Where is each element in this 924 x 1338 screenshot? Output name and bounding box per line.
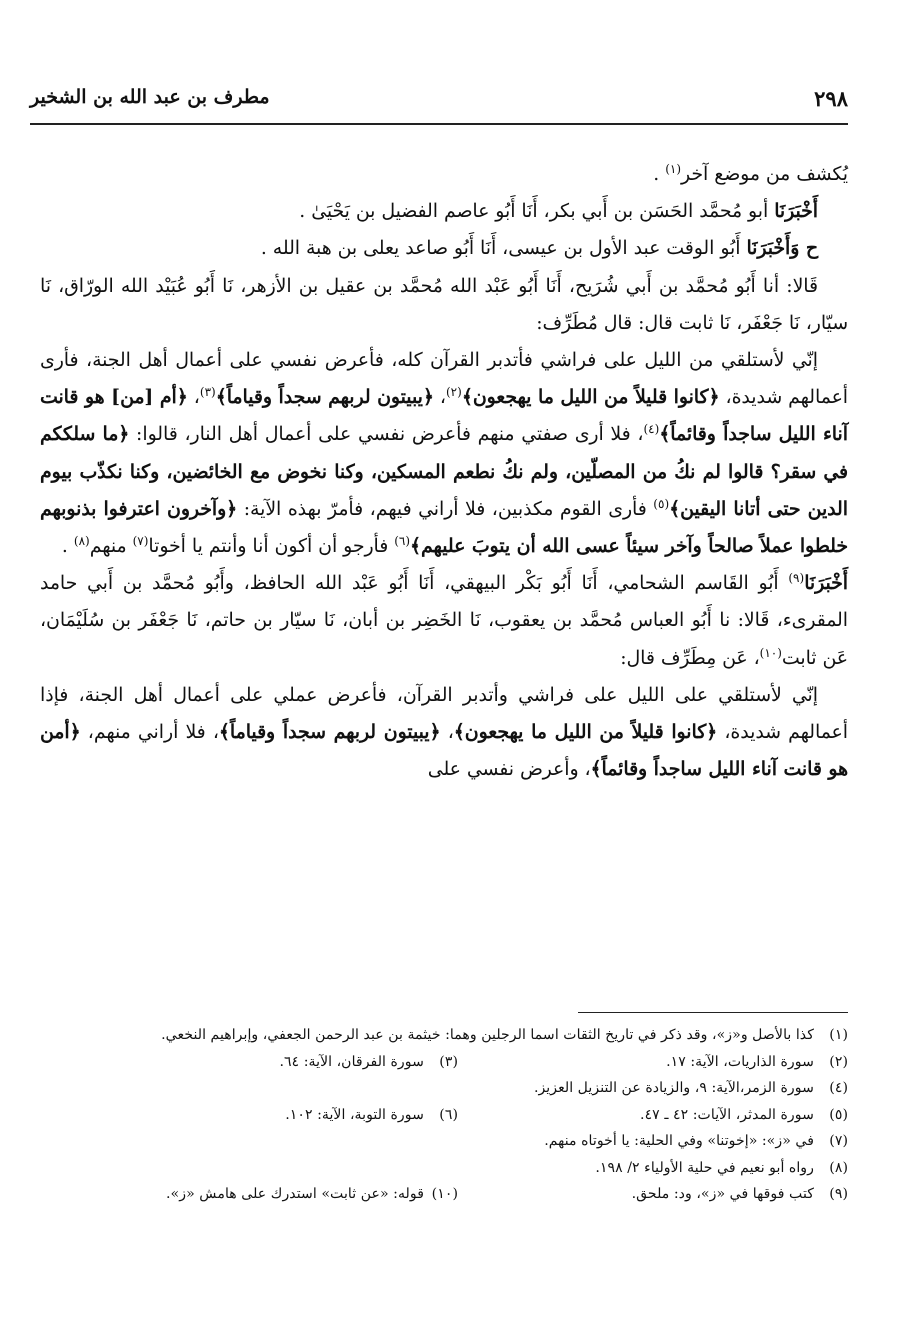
footnote-ref-4: (٤) xyxy=(643,422,660,437)
footnote-text: سورة الذاريات، الآية: ١٧. xyxy=(666,1053,814,1070)
footnote-text: كتب فوقها في «ز»، ود: ملحق. xyxy=(631,1186,814,1202)
p1-text: يُكشف من موضع آخر xyxy=(681,164,848,185)
footnotes xyxy=(40,1022,848,1208)
running-title: مطرف بن عبد الله بن الشخير xyxy=(30,86,270,108)
footnote-5 xyxy=(458,1102,848,1129)
p2-lead: أَخْبَرَنَا xyxy=(774,200,818,223)
footnote-row xyxy=(40,1022,848,1049)
p6-lead: أَخْبَرَنَا xyxy=(804,572,848,595)
p6-text-1: أَبُو القَاسم الشحامي، أَنَا أَبُو بَكْر البيهقي، أَنَا أَبُو عَبْد الله الحافظ، وأَبُو مُحمَّد بن أَبي حامد المقرىء، قَالا: نا أَبُو العباس مُحمَّد بن يعقوب، نَا الخَضِر بن أبان، نَا سيّار بن حاتم، نَا جَعْفَر بن سُلَيْمَان، عَن ثابت xyxy=(40,573,848,669)
footnote-row xyxy=(40,1155,848,1182)
p2-text: أبو مُحمَّد الحَسَن بن أَبي بكر، أَنَا أَبُو عاصم الفضيل بن يَحْيَىٰ . xyxy=(299,201,775,223)
footnote-ref-6: (٦) xyxy=(394,534,411,549)
paragraph-2 xyxy=(40,193,848,230)
p1-end: . xyxy=(653,164,666,185)
footnote-separator xyxy=(578,1012,848,1013)
quran-quote: ﴿أم [من] هو قانت آناء الليل ساجداً وقائماً﴾ xyxy=(40,386,848,446)
footnote-row xyxy=(40,1128,848,1155)
footnote-9 xyxy=(458,1181,848,1208)
footnote-text: سورة التوبة، الآية: ١٠٢. xyxy=(285,1106,424,1123)
footnote-text: قوله: «عن ثابت» استدرك على هامش «ز». xyxy=(166,1186,424,1202)
paragraph-1 xyxy=(40,156,848,193)
footnote-text: في «ز»: «إخوتنا» وفي الحلية: يا أخوتاه منهم. xyxy=(544,1133,814,1149)
p6-text-2: ، عَن مِطَرِّف قال: xyxy=(620,647,760,669)
footnote-ref-8: (٨) xyxy=(73,534,90,549)
p3-lead: ح وَأَخْبَرَنَا xyxy=(746,237,818,260)
footnote-ref-9: (٩) xyxy=(788,571,805,586)
page-number: ٢٩٨ xyxy=(814,86,848,111)
p3-text: أَبُو الوقت عبد الأول بن عيسى، أَنَا أَبُو صاعد يعلى بن هبة الله . xyxy=(260,238,747,260)
quran-quote: ﴿وآخرون اعترفوا بذنوبهم خلطوا عملاً صالحاً وآخر سيئاً عسى الله أن يتوبَ عليهم﴾ xyxy=(40,497,848,558)
footnote-number: (٨) xyxy=(829,1159,848,1176)
footnote-number: (١) xyxy=(829,1027,848,1043)
footnote-ref-2: (٢) xyxy=(445,385,462,400)
footnote-row xyxy=(40,1049,848,1076)
quran-quote: ﴿أمن هو قانت آناء الليل ساجداً وقائماً﴾ xyxy=(40,721,848,781)
footnote-row xyxy=(40,1102,848,1129)
p5-text-1: إنّي لأستلقي من الليل على فراشي فأتدبر القرآن كله، فأعرض نفسي على أعمال أهل الجنة، فأرى أعمالهم شديدة، xyxy=(40,350,848,409)
p5-text-4: ، فلا أرى صفتي منهم فأعرض نفسي على أعمال أهل النار، قالوا: xyxy=(129,424,644,446)
footnote-number: (٩) xyxy=(829,1186,848,1202)
footnote-1 xyxy=(40,1022,848,1049)
footnote-ref-7: (٧) xyxy=(132,534,149,549)
footnote-number: (٤) xyxy=(829,1080,848,1096)
footnote-ref-5: (٥) xyxy=(653,496,670,511)
paragraph-5 xyxy=(40,342,848,565)
p5-text-7: منهم xyxy=(89,536,133,558)
quran-quote: ﴿كانوا قليلاً من الليل ما يهجعون﴾ xyxy=(453,721,718,744)
quran-quote: ﴿يبيتون لربهم سجداً وقياماً﴾ xyxy=(218,721,441,744)
footnote-3 xyxy=(68,1049,458,1076)
p4-text: قَالا: أنا أَبُو مُحمَّد بن أَبي شُرَيح، أَنَا أَبُو عَبْد الله مُحمَّد بن عقيل بن الأزهر، نَا أَبُو عُبَيْد الله الورّاق، نَا سيّار، نَا جَعْفَر، نَا ثابت قال: قال مُطَرِّف: xyxy=(40,275,848,334)
footnote-text: سورة الزمر،الآية: ٩، والزيادة عن التنزيل العزيز. xyxy=(533,1080,814,1096)
footnote-4 xyxy=(40,1075,848,1102)
footnote-number: (٢) xyxy=(829,1053,848,1070)
p7-text-4: ، وأعرض نفسي على xyxy=(427,759,591,781)
footnote-ref-3: (٣) xyxy=(199,385,216,400)
paragraph-3 xyxy=(40,230,848,267)
footnote-number: (٥) xyxy=(829,1106,848,1123)
main-text xyxy=(40,156,848,788)
footnote-2 xyxy=(458,1049,848,1076)
footnote-10 xyxy=(68,1181,458,1208)
footnote-7 xyxy=(40,1128,848,1155)
footnote-6 xyxy=(68,1102,458,1129)
footnote-text: سورة المدثر، الآيات: ٤٢ ـ ٤٧. xyxy=(640,1106,814,1123)
footnote-text: رواه أبو نعيم في حلية الأولياء ٢/ ١٩٨. xyxy=(595,1159,814,1176)
p5-text-6: فأرجو أن أكون أنا وأنتم يا أخوتا xyxy=(148,536,395,558)
paragraph-4 xyxy=(40,268,848,342)
page-header xyxy=(30,86,848,116)
footnote-number: (٧) xyxy=(829,1133,848,1149)
p5-text-8: . xyxy=(61,536,74,558)
footnote-text: سورة الفرقان، الآية: ٦٤. xyxy=(279,1053,424,1070)
quran-quote: ﴿ما سلككم في سقر؟ قالوا لم نكُ من المصلّين، ولم نكُ نطعم المسكين، وكنا نخوض مع الخائضين، وكنا نكذّب بيوم الدين حتى أتانا اليقين﴾ xyxy=(40,423,848,520)
footnote-number: (٣) xyxy=(439,1053,458,1070)
footnote-8 xyxy=(40,1155,848,1182)
quran-quote: ﴿يبيتون لربهم سجداً وقياماً﴾ xyxy=(215,386,434,409)
p5-text-3: ، xyxy=(187,387,200,409)
quran-quote: ﴿كانوا قليلاً من الليل ما يهجعون﴾ xyxy=(461,386,720,409)
footnote-ref-1: (١) xyxy=(665,162,682,176)
footnote-number: (٦) xyxy=(439,1106,458,1123)
p7-text-1: إنّي لأستلقي على الليل على فراشي وأتدبر القرآن، فأعرض عملي على أعمال أهل الجنة، فإذا أعمالهم شديدة، xyxy=(40,684,848,744)
p7-text-2: ، xyxy=(440,722,454,744)
footnote-number: (١٠) xyxy=(431,1186,458,1202)
header-rule xyxy=(30,123,848,125)
p5-text-5: فأرى القوم مكذبين، فلا أراني فيهم، فأمرّ بهذه الآية: xyxy=(237,498,654,520)
p7-text-3: ، فلا أراني منهم، xyxy=(80,722,219,744)
footnote-row xyxy=(40,1181,848,1208)
paragraph-6 xyxy=(40,565,848,677)
footnote-text: كذا بالأصل و«ز»، وقد ذكر في تاريخ الثقات اسما الرجلين وهما: خيثمة بن عبد الرحمن الجعفي، وإبراهيم النخعي. xyxy=(161,1027,814,1043)
footnote-row xyxy=(40,1075,848,1102)
paragraph-7 xyxy=(40,677,848,789)
p5-text-2: ، xyxy=(433,387,446,409)
footnote-ref-10: (١٠) xyxy=(759,645,782,660)
